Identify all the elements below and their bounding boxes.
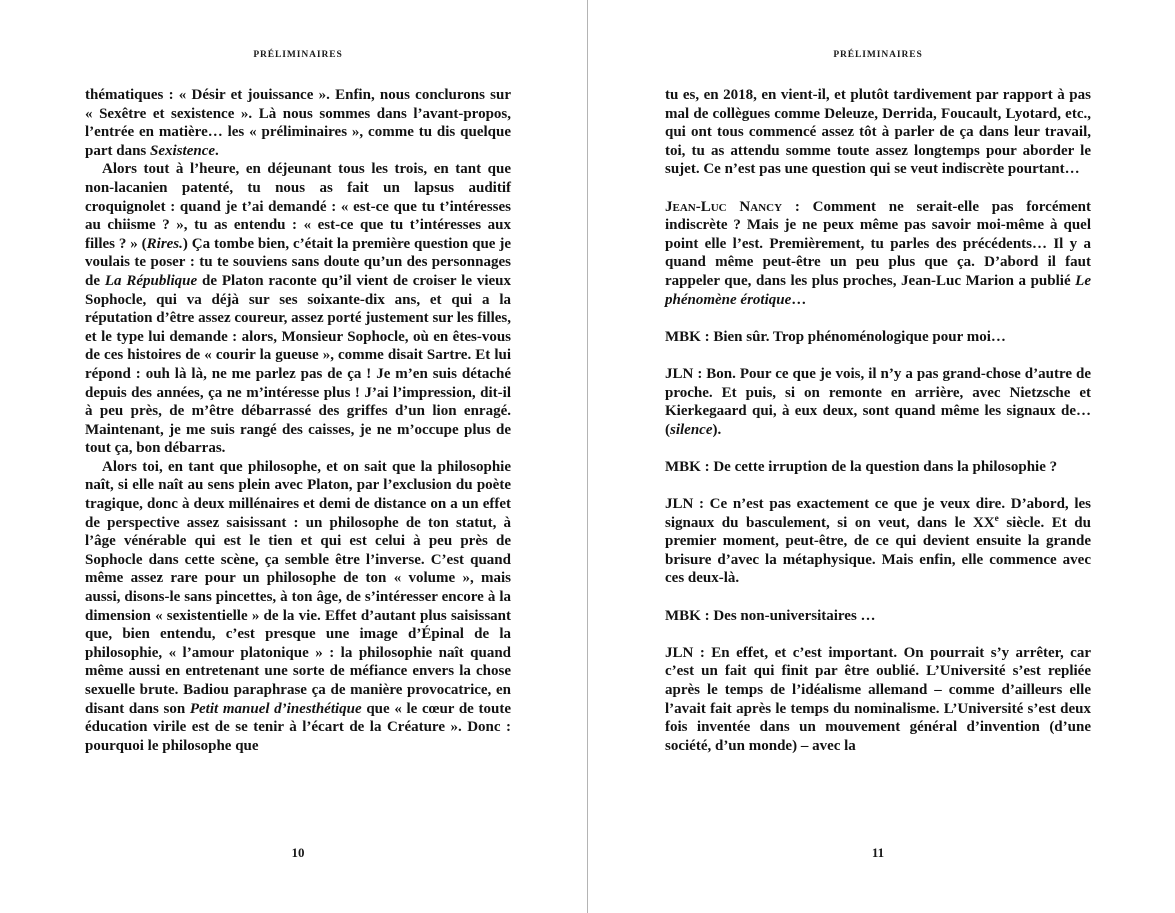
text-segment: Alors tout à l’heure, en déjeunant tous les trois, en tant que non-lacanien patenté, tu nous as fait un lapsus auditif croquignolet : quand je t’ai demandé : « est-ce que tu t’intéresses au chiisme ? », tu as entendu : « est-ce que tu t’intéresses aux filles ? » (: [85, 161, 511, 252]
page-number-right: 11: [871, 845, 885, 860]
text-block-left: [85, 86, 511, 755]
text-segment-italic: La République: [104, 272, 198, 289]
running-header-right: PRÉLIMINAIRES: [833, 50, 923, 60]
page-left: [0, 0, 587, 913]
paragraph: [85, 86, 511, 160]
text-segment-italic: Sexistence: [150, 142, 216, 159]
text-segment: : Comment ne serait-elle pas forcément indiscrète ? Mais je ne peux même pas savoir moi-même à quel point elle l’est. Premièrement, tu parles des précédents… Il y a quand même peut-être un peu plus que ça. D’abord il faut rappeler que, dans les plus proches, Jean-Luc Marion a publié: [665, 198, 1091, 289]
text-segment: thématiques : « Désir et jouissance ». Enfin, nous conclurons sur « Sexêtre et sexistence ». Là nous sommes dans l’avant-propos, l’entrée en matière… les « préliminaires », comme tu dis quelque part dans: [85, 87, 511, 159]
running-header-left: PRÉLIMINAIRES: [253, 50, 343, 60]
paragraph: [665, 328, 1091, 347]
paragraph: [665, 495, 1091, 588]
text-segment: JLN : En effet, et c’est important. On pourrait s’y arrêter, car c’est un fait qui finit par être oublié. L’Université s’est repliée après le temps de l’idéalisme allemand – comme d’ailleurs elle l’avait fait après le temps du nominalisme. L’Université s’est deux fois inventée dans un mouvement général d’invention (d’une société, d’un monde) – avec la: [665, 644, 1091, 754]
text-segment: ).: [712, 421, 722, 438]
page-right: [588, 0, 1175, 913]
text-segment: siècle. Et du premier moment, peut-être, de ce qui devient ensuite la grande brisure d’avec la métaphysique. Mais enfin, elle commence avec ces deux-là.: [665, 514, 1091, 587]
text-segment-italic: Petit manuel d’inesthétique: [189, 700, 362, 717]
text-segment: MBK : De cette irruption de la question dans la philosophie ?: [665, 458, 1058, 475]
paragraph: [665, 365, 1091, 439]
text-segment: …: [791, 291, 807, 308]
text-segment: MBK : Des non-universitaires …: [665, 607, 876, 624]
paragraph: [85, 458, 511, 756]
paragraph: [665, 86, 1091, 179]
text-segment-sup: e: [994, 513, 999, 524]
paragraph: [85, 160, 511, 458]
text-segment: .: [215, 142, 219, 159]
page-number-left: 10: [291, 845, 305, 860]
text-segment-italic: Le phénomène érotique: [665, 272, 1091, 308]
text-segment-italic: silence: [670, 421, 713, 438]
text-segment-italic: Rires.: [146, 235, 183, 252]
text-segment: Alors toi, en tant que philosophe, et on sait que la philosophie naît, si elle naît au sens plein avec Platon, par l’exclusion du poète tragique, donc à deux millénaires et demi de distance on a un effet de perspective assez saisissant : un philosophe de ton statut, à l’âge vénérable qui est le tien et qui est celui à peu près de Sophocle dans cette scène, ça semble être l’inverse. C’est quand même assez rare pour un philosophe de ton « volume », mais aussi, disons-le sans pincettes, à ton âge, de s’intéresser encore à la dimension « sexistentielle » de la vie. Effet d’autant plus saisissant que, bien entendu, c’est presque une image d’Épinal de la philosophie, « l’amour platonique » : la philosophie naît quand même aussi en entretenant une sorte de méfiance envers la chose sexuelle brute. Badiou paraphrase ça de manière provocatrice, en disant dans son: [85, 458, 511, 717]
paragraph: [665, 644, 1091, 756]
text-segment: JLN : Ce n’est pas exactement ce que je veux dire. D’abord, les signaux du basculement, si on veut, dans le XX: [665, 496, 1091, 531]
text-segment: MBK : Bien sûr. Trop phénoménologique pour moi…: [665, 328, 1006, 345]
text-segment: ) Ça tombe bien, c’était la première question que je voulais te poser : tu te souviens sans doute qu’un des personnages de: [85, 235, 511, 289]
paragraph: [665, 458, 1091, 477]
text-segment: que « le cœur de toute éducation virile est de se tenir à l’écart de la Créature ». Donc : pourquoi le philosophe que: [85, 700, 511, 754]
text-segment: tu es, en 2018, en vient-il, et plutôt tardivement par rapport à pas mal de collègues comme Deleuze, Derrida, Foucault, Lyotard, etc., qui ont tous commencé assez tôt à parler de ça dans leur travail, toi, tu as attendu somme toute assez longtemps pour aborder le sujet. Ce n’est pas une question qui se veut indiscrète pourtant…: [665, 87, 1091, 178]
text-segment-smallcaps: Jean-Luc Nancy: [665, 198, 783, 215]
text-segment: de Platon raconte qu’il vient de croiser le vieux Sophocle, qui va déjà sur ses soixante-dix ans, et qui a la réputation d’être assez coureur, assez porté justement sur les filles, et le type lui demande : alors, Monsieur Sophocle, où en êtes-vous de ces histoires de « courir la gueuse », comme disait Sartre. Et lui répond : ouh là là, ne me parlez pas de ça ! Je m’en suis détaché depuis des années, ça ne m’intéresse plus ! J’ai l’impression, dit-il à peu près, de m’être débarrassé des griffes d’un lion enragé. Maintenant, je me suis rangé des caisses, je ne m’occupe plus de tout ça, bon débarras.: [85, 272, 511, 457]
paragraph: [665, 607, 1091, 626]
text-segment: JLN : Bon. Pour ce que je vois, il n’y a pas grand-chose d’autre de proche. Et puis, si on remonte en arrière, avec Nietzsche et Kierkegaard qui, à eux deux, sont quand même les signaux de… (: [665, 365, 1091, 438]
text-block-right: [665, 86, 1091, 755]
paragraph: [665, 198, 1091, 310]
